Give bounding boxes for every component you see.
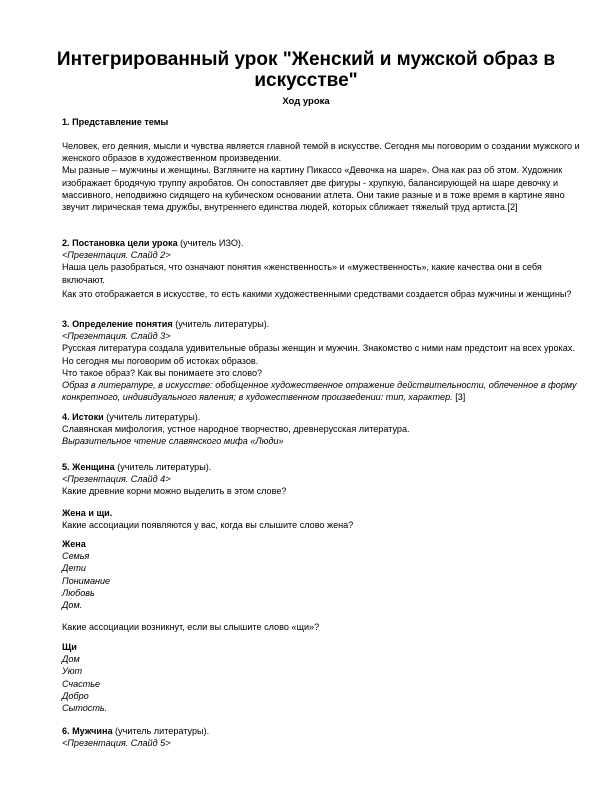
section-2-slide-ref: <Презентация. Слайд 2> xyxy=(62,250,171,261)
section-4-paragraph-2: Выразительное чтение славянского мифа «Люди» xyxy=(62,436,284,447)
section-3-slide-ref: <Презентация. Слайд 3> xyxy=(62,331,171,342)
shchi-question-block xyxy=(62,621,582,633)
section-5 xyxy=(62,461,582,498)
section-3-heading: 3. Определение понятия xyxy=(62,319,173,329)
list-item: Дом. xyxy=(62,600,83,611)
section-1-paragraph-2: Мы разные – мужчины и женщины. Взгляните на картину Пикассо «Девочка на шаре». Она как раз об этом. Художник изображает бродячую труппу акробатов. Он сопоставляет две фигуры - хрупкую, балансирующей на шаре девочку и массивного, неподвижно сидящего на кубическом основании атлета. Они такие разные и в тоже время в картине явно звучит лирическая тема дружбы, внутреннего единства людей, которых сближает тяжелый труд артиста.[2] xyxy=(62,165,565,213)
list-item: Сытость. xyxy=(62,703,108,714)
shchi-question: Какие ассоциации возникнут, если вы слышите слово «щи»? xyxy=(62,622,320,632)
section-5-teacher: (учитель литературы). xyxy=(114,462,212,472)
section-2-paragraph-2: Как это отображается в искусстве, то есть какими художественными средствами создается образ мужчины и женщины? xyxy=(62,288,572,299)
list-item: Уют xyxy=(62,666,83,677)
section-5-slide-ref: <Презентация. Слайд 4> xyxy=(62,474,171,485)
zhena-shchi-heading: Жена и щи. xyxy=(62,508,113,518)
section-3 xyxy=(62,318,582,403)
section-2 xyxy=(62,237,582,300)
section-3-paragraph-1: Русская литература создала удивительные образы женщин и мужчин. Знакомство с ними нам предстоит на всех уроках. Но сегодня мы поговорим об истоках образов. xyxy=(62,343,575,366)
list-item: Дом xyxy=(62,654,80,665)
list-item: Любовь xyxy=(62,587,95,598)
section-4-teacher: (учитель литературы). xyxy=(103,412,201,422)
section-5-heading: 5. Женщина xyxy=(62,462,115,472)
section-2-heading: 2. Постановка цели урока xyxy=(62,238,178,248)
shchi-heading: Щи xyxy=(62,642,77,652)
section-3-question: Что такое образ? Как вы понимаете это слово? xyxy=(62,367,263,378)
section-4 xyxy=(62,411,582,448)
document-subtitle: Ход урока xyxy=(282,96,330,107)
zhena-shchi-block xyxy=(62,507,582,531)
section-3-teacher: (учитель литературы). xyxy=(172,319,270,329)
section-4-heading: 4. Истоки xyxy=(62,412,104,422)
section-6-teacher: (учитель литературы). xyxy=(112,726,210,736)
section-1-heading-block xyxy=(62,116,582,128)
section-2-teacher: (учитель ИЗО). xyxy=(177,238,244,248)
section-3-reference: [3] xyxy=(452,392,466,403)
zhena-block xyxy=(62,538,582,611)
section-1-paragraph-1: Человек, его деяния, мысли и чувства является главной темой в искусстве. Сегодня мы поговорим о создании мужского и женского образов в художественном произведении. xyxy=(62,141,580,164)
section-1-heading: 1. Представление темы xyxy=(62,117,169,127)
section-1-body xyxy=(62,140,582,213)
section-4-paragraph-1: Славянская мифология, устное народное творчество, древнерусская литература. xyxy=(62,424,410,435)
section-6-slide-ref: <Презентация. Слайд 5> xyxy=(62,738,171,749)
section-2-paragraph-1: Наша цель разобраться, что означают понятия «женственность» и «мужественность», какие качества они в себя включают. xyxy=(62,262,542,285)
section-5-question: Какие древние корни можно выделить в этом слове? xyxy=(62,486,287,497)
list-item: Семья xyxy=(62,551,90,562)
shchi-block xyxy=(62,641,582,714)
section-6-heading: 6. Мужчина xyxy=(62,726,113,736)
document-title: Интегрированный урок "Женский и мужской образ в искусстве" xyxy=(56,49,556,91)
zhena-shchi-question: Какие ассоциации появляются у вас, когда вы слышите слово жена? xyxy=(62,520,354,531)
list-item: Понимание xyxy=(62,575,111,586)
section-3-definition: Образ в литературе, в искусстве: обобщенное художественное отражение действительности, облеченное в форму конкретного, индивидуального явления; в художественном произведении: тип, характер. xyxy=(62,380,577,403)
list-item: Счастье xyxy=(62,678,101,689)
zhena-heading: Жена xyxy=(62,539,86,549)
list-item: Добро xyxy=(62,690,89,701)
section-6 xyxy=(62,725,582,749)
list-item: Дети xyxy=(62,563,86,574)
